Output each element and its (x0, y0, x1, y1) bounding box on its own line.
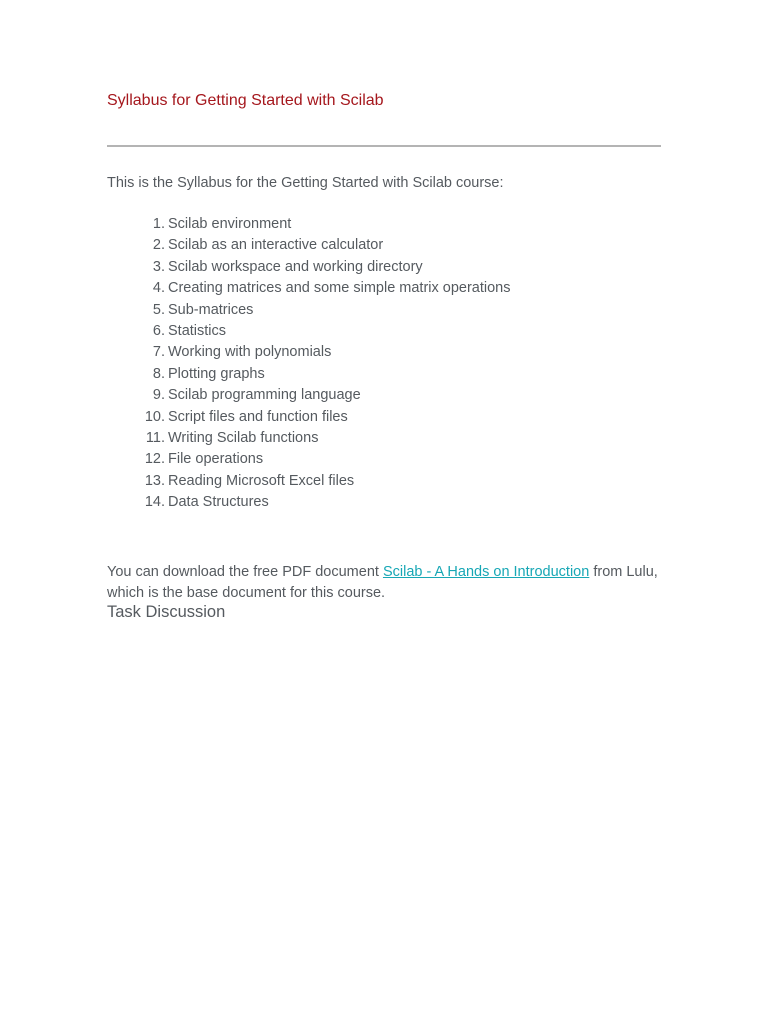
download-text-before: You can download the free PDF document (107, 564, 383, 580)
syllabus-item-number: 10. (144, 408, 165, 425)
download-text-after: from Lulu, which is the base document for this course. (107, 564, 658, 601)
syllabus-item-number: 1. (152, 216, 165, 232)
syllabus-item-text: Creating matrices and some simple matrix operations (168, 280, 511, 297)
download-paragraph (107, 562, 661, 604)
syllabus-item-text: Scilab workspace and working directory (168, 258, 423, 275)
syllabus-item-text: Sub-matrices (168, 301, 254, 318)
syllabus-item-text: Scilab as an interactive calculator (168, 237, 384, 254)
page-title: Syllabus for Getting Started with Scilab (107, 92, 384, 109)
syllabus-item-text: Reading Microsoft Excel files (168, 472, 355, 489)
syllabus-item-number: 14. (144, 494, 165, 511)
syllabus-item-number: 5. (152, 301, 165, 318)
syllabus-item-text: Statistics (168, 322, 227, 339)
syllabus-item-text: Scilab environment (168, 216, 292, 232)
syllabus-item-number: 9. (152, 387, 165, 404)
syllabus-item-text: Plotting graphs (168, 365, 265, 382)
syllabus-item-number: 8. (152, 365, 165, 382)
task-discussion-heading: Task Discussion (107, 603, 226, 621)
syllabus-item-text: File operations (168, 451, 264, 468)
syllabus-item-number: 6. (152, 322, 165, 339)
syllabus-item-number: 7. (152, 344, 165, 361)
syllabus-item-number: 13. (144, 472, 165, 489)
syllabus-item-text: Working with polynomials (168, 344, 332, 361)
syllabus-item-number: 4. (152, 280, 165, 297)
syllabus-item-text: Script files and function files (168, 408, 348, 425)
syllabus-item-text: Writing Scilab functions (168, 429, 319, 446)
syllabus-item-number: 11. (145, 429, 165, 446)
syllabus-item-text: Data Structures (168, 494, 269, 511)
scilab-pdf-link[interactable]: Scilab - A Hands on Introduction (382, 564, 590, 580)
syllabus-item-text: Scilab programming language (168, 387, 361, 404)
syllabus-item-number: 12. (144, 451, 165, 468)
intro-text: This is the Syllabus for the Getting Started with Scilab course: (107, 175, 504, 191)
syllabus-item-number: 2. (152, 237, 165, 254)
syllabus-item-number: 3. (152, 258, 165, 275)
title-divider (107, 145, 661, 147)
